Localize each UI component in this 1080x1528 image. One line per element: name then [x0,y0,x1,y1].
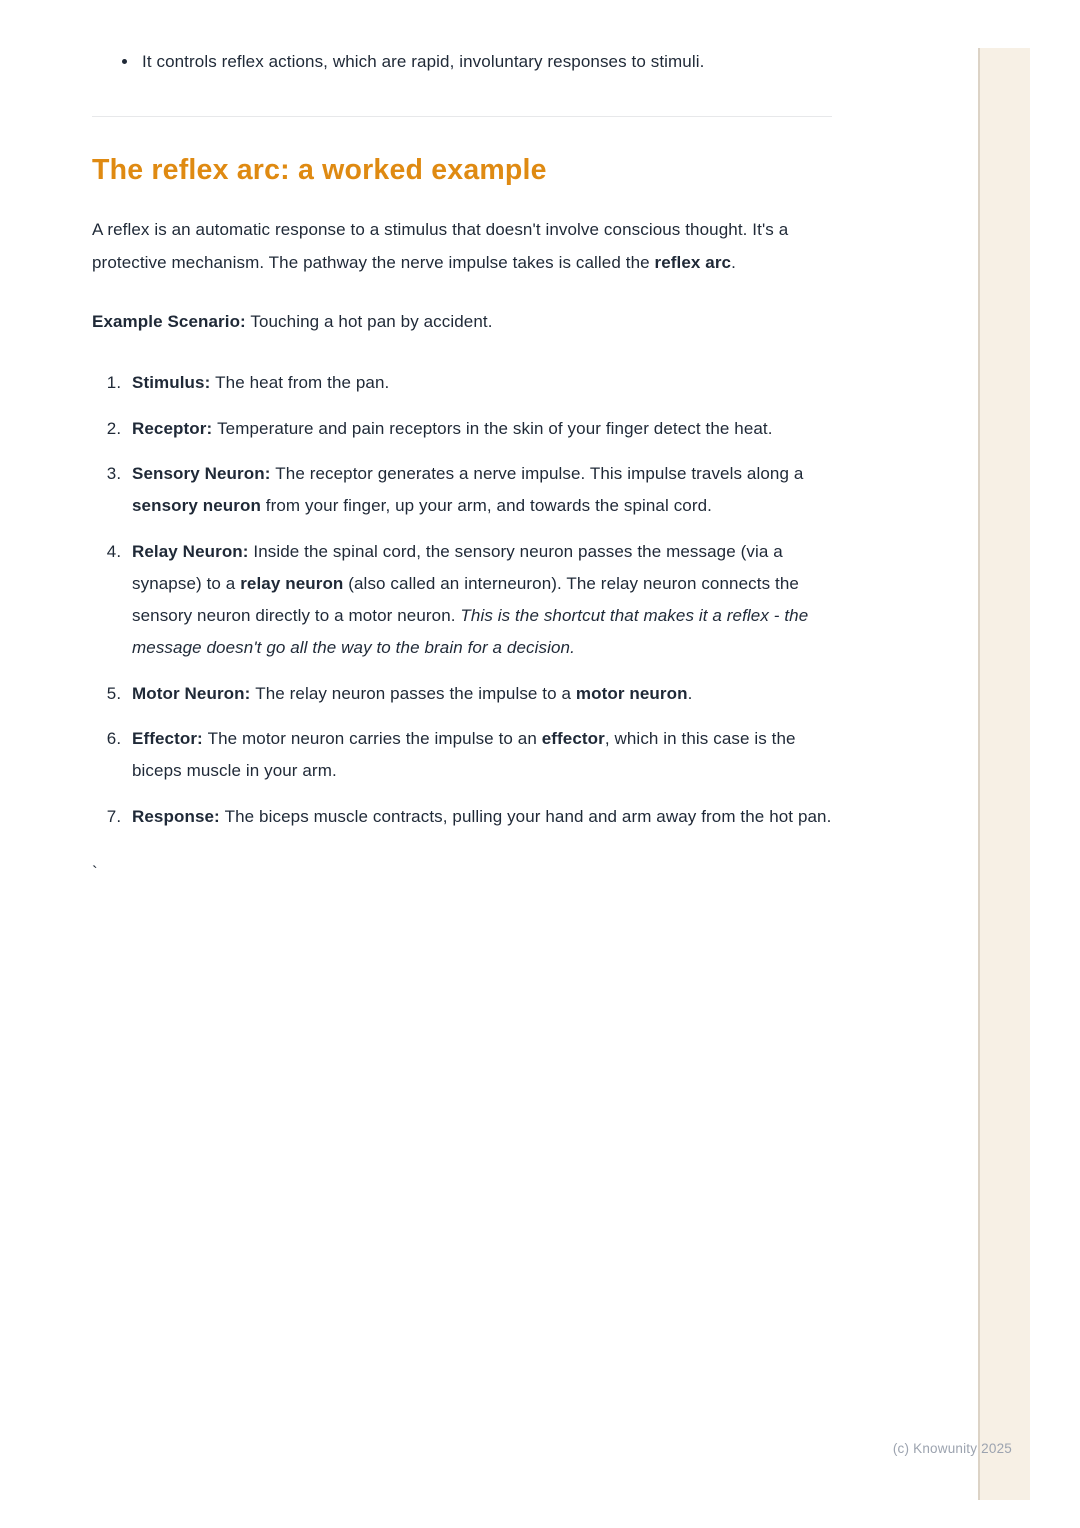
text-run: A reflex is an automatic response to a stimulus that doesn't involve conscious thought. It's a protective mechanism. The pathway the nerve impulse takes is called the [92,220,789,272]
text-run: Inside the spinal cord, the sensory neuron passes the message (via a synapse) to a [132,541,783,593]
bold-text: effector [541,729,605,749]
bold-text: Example Scenario: [92,312,246,332]
step-item [126,723,832,788]
step-item [126,413,832,445]
italic-text: This is the shortcut that makes it a reflex - the message doesn't go all the way to the brain for a decision. [132,606,809,658]
text-run: The biceps muscle contracts, pulling your hand and arm away from the hot pan. [224,806,832,826]
bold-text: Relay Neuron: [132,541,254,561]
bullet-list [92,46,832,78]
text-run: . [687,683,693,703]
stray-backtick: ` [92,862,98,882]
bold-text: Sensory Neuron: [132,463,276,483]
text-run: The heat from the pan. [215,373,390,393]
bold-text: Effector: [132,729,208,749]
bold-text: motor neuron [575,683,688,703]
bold-text: Stimulus: [132,373,216,393]
text-run: Temperature and pain receptors in the skin of your finger detect the heat. [217,418,773,438]
bold-text: Response: [132,806,225,826]
text-run: The motor neuron carries the impulse to an [207,729,542,749]
text-run: . [731,252,736,272]
bullet-text: It controls reflex actions, which are rapid, involuntary responses to stimuli. [142,52,705,71]
text-run: The relay neuron passes the impulse to a [255,683,576,703]
bold-text: Motor Neuron: [132,683,256,703]
page-content [92,46,832,889]
bold-text: Receptor: [132,418,218,438]
example-scenario-line [92,306,832,338]
bold-text: reflex arc [654,252,732,272]
text-run: Touching a hot pan by accident. [245,312,493,332]
reflex-steps-list [92,367,832,833]
text-run: The receptor generates a nerve impulse. This impulse travels along a [275,463,804,483]
copyright-footer: (c) Knowunity 2025 [892,1441,1012,1456]
step-item [126,536,832,665]
step-item [126,801,832,833]
text-run: , which in this case is the biceps muscle in your arm. [132,729,796,781]
text-run: (also called an interneuron). The relay neuron connects the sensory neuron directly to a motor neuron. [132,573,799,626]
bullet-list-item [139,46,832,78]
step-item [126,458,832,523]
step-item [126,678,832,710]
bold-text: relay neuron [240,573,344,593]
side-stripe [978,48,1030,1500]
section-heading: The reflex arc: a worked example [92,154,547,187]
text-run: from your finger, up your arm, and towards the spinal cord. [260,496,712,516]
step-item [126,367,832,399]
section-divider [92,116,832,117]
intro-paragraph [92,214,832,279]
bold-text: sensory neuron [132,496,261,516]
